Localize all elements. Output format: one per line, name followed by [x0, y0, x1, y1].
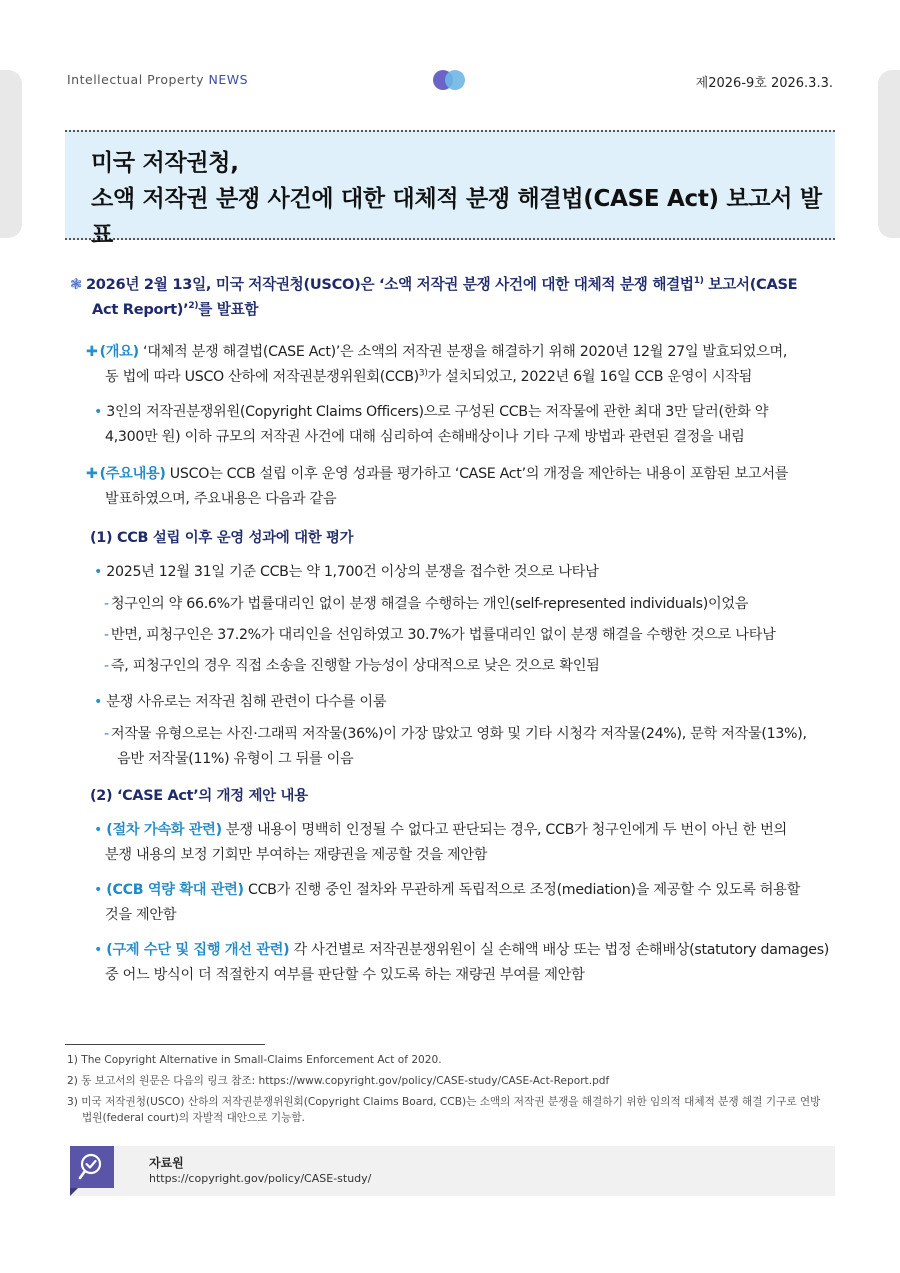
source-box — [70, 1146, 835, 1196]
issue-number: 제2026-9호 2026.3.3. — [695, 76, 833, 91]
footnote-3: 3) 미국 저작권청(USCO) 산하의 저작권분쟁위원회(Copyright Claims Board, CCB)는 소액의 저작권 분쟁을 해결하기 위한 임의적 대체적 분쟁 해결 기구로 연방 법원(federal court)의 자발적 대안으로 기능함. — [67, 1096, 821, 1124]
lead-paragraph: ❃ 2026년 2월 13일, 미국 저작권청(USCO)은 ‘소액 저작권 분쟁 사건에 대한 대체적 분쟁 해결법$^{1)}$ 보고서(CASE Act Report)’$^{2)}$를 발표함 — [70, 276, 798, 318]
overview-paragraph: ✚ (개요) ‘대체적 분쟁 해결법(CASE Act)’은 소액의 저작권 분쟁을 해결하기 위해 2020년 12월 27일 발효되었으며, 동 법에 따라 USCO 산하에 저작권분쟁위원회(CCB)$^{3)}$가 설치되었고, 2022년 6월 16일 CCB 운영이 시작됨 — [86, 344, 788, 385]
title-line-1: 미국 저작권청, — [91, 150, 239, 176]
section-1-bullet-1: • 2025년 12월 31일 기준 CCB는 약 1,700건 이상의 분쟁을 접수한 것으로 나타남 — [94, 564, 599, 580]
footnote-1: 1) The Copyright Alternative in Small-Claims Enforcement Act of 2020. — [67, 1054, 442, 1066]
section-2-item-3: • (구제 수단 및 집행 개선 관련) 각 사건별로 저작권분쟁위원이 실 손해액 배상 또는 법정 손해배상(statutory damages) 중 어느 방식이 더 적절한지 여부를 판단할 수 있도록 하는 재량권 부여를 제안함 — [94, 942, 830, 983]
brand-name: Intellectual Property NEWS — [67, 72, 249, 87]
right-page-tab — [878, 70, 900, 238]
diamond-plus-bullet-icon: ✚ — [86, 466, 98, 482]
section-1-dash-2: - 반면, 피청구인은 37.2%가 대리인을 선임하였고 30.7%가 법률대리인 없이 분쟁 해결을 수행한 것으로 나타남 — [104, 627, 776, 643]
section-1-dash-4: - 저작물 유형으로는 사진·그래픽 저작물(36%)이 가장 많았고 영화 및 기타 시청각 저작물(24%), 문학 저작물(13%), 음반 저작물(11%) 유형이 그 뒤를 이음 — [104, 726, 807, 767]
footnote-divider — [65, 1044, 265, 1045]
source-link[interactable]: https://copyright.gov/policy/CASE-study/ — [149, 1172, 372, 1185]
overview-bullet: • 3인의 저작권분쟁위원(Copyright Claims Officers)으로 구성된 CCB는 저작물에 관한 최대 3만 달러(한화 약 4,300만 원) 이하 규모의 저작권 사건에 대해 심리하여 손해배상이나 기타 구제 방법과 관련된 결정을 내림 — [94, 404, 769, 445]
section-1-dash-1: - 청구인의 약 66.6%가 법률대리인 없이 분쟁 해결을 수행하는 개인(self-represented individuals)이었음 — [104, 596, 749, 612]
section-2-item-2: • (CCB 역량 확대 관련) CCB가 진행 중인 절차와 무관하게 독립적으로 조정(mediation)을 제공할 수 있도록 허용할 것을 제안함 — [94, 882, 800, 923]
section-1-dash-3: - 즉, 피청구인의 경우 직접 소송을 진행할 가능성이 상대적으로 낮은 것으로 확인됨 — [104, 658, 600, 674]
magnifier-check-icon — [70, 1146, 114, 1188]
main-content-paragraph: ✚ (주요내용) USCO는 CCB 설립 이후 운영 성과를 평가하고 ‘CASE Act’의 개정을 제안하는 내용이 포함된 보고서를 발표하였으며, 주요내용은 다음과 같음 — [86, 466, 789, 507]
page-header — [67, 70, 833, 92]
title-line-2: 소액 저작권 분쟁 사건에 대한 대체적 분쟁 해결법(CASE Act) 보고서 발표 — [91, 186, 822, 248]
section-1-bullet-2: • 분쟁 사유로는 저작권 침해 관련이 다수를 이룸 — [94, 694, 387, 710]
dot-bullet-icon: • — [94, 404, 107, 420]
snowflake-bullet-icon: ❃ — [70, 276, 82, 293]
section-2-heading: (2) ‘CASE Act’의 개정 제안 내용 — [90, 788, 308, 804]
logo-circles-icon — [433, 70, 467, 90]
section-2-item-1: • (절차 가속화 관련) 분쟁 내용이 명백히 인정될 수 없다고 판단되는 경우, CCB가 청구인에게 두 번이 아닌 한 번의 분쟁 내용의 보정 기회만 부여하는 재량권을 제공할 것을 제안함 — [94, 822, 787, 863]
title-box — [65, 130, 835, 248]
left-page-tab — [0, 70, 22, 238]
section-1-heading: (1) CCB 설립 이후 운영 성과에 대한 평가 — [90, 530, 354, 546]
footnote-2: 2) 동 보고서의 원문은 다음의 링크 참조: https://www.copyright.gov/policy/CASE-study/CASE-Act-Report.pdf — [67, 1075, 610, 1087]
source-title: 자료원 — [149, 1156, 184, 1170]
diamond-plus-bullet-icon: ✚ — [86, 344, 98, 360]
